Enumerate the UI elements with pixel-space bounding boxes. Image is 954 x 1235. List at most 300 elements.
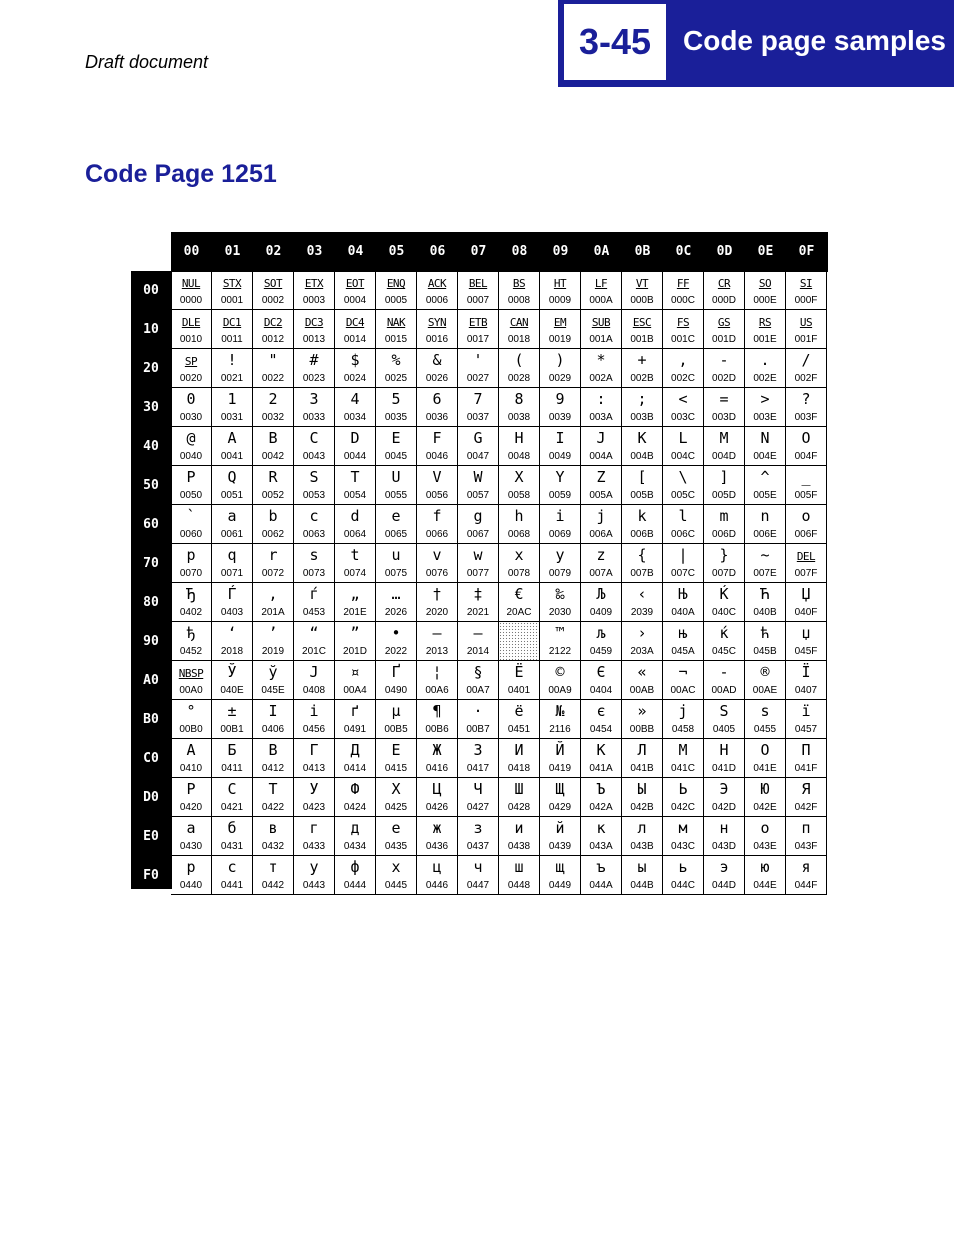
- char-glyph: $: [350, 351, 360, 369]
- char-cell: [171, 427, 212, 466]
- char-glyph: Н: [719, 741, 729, 759]
- code-point: 001A: [589, 334, 613, 345]
- char-cell: [581, 544, 622, 583]
- draft-label: Draft document: [85, 52, 209, 72]
- code-point: 00AE: [752, 685, 778, 696]
- code-point: 00BB: [629, 724, 655, 735]
- char-glyph: ш: [514, 858, 524, 876]
- char-cell: [622, 349, 663, 388]
- char-glyph: Џ: [801, 585, 811, 603]
- char-glyph: Ы: [637, 780, 647, 798]
- char-cell: [253, 544, 294, 583]
- char-cell: [376, 856, 417, 895]
- code-point: 0033: [302, 412, 326, 423]
- row-header: A0: [143, 673, 159, 688]
- code-point: 004A: [589, 451, 613, 462]
- column-header: 09: [552, 244, 569, 259]
- char-cell: [458, 505, 499, 544]
- code-point: 002D: [712, 373, 736, 384]
- char-glyph: Ѕ: [719, 702, 729, 720]
- char-glyph: H: [514, 429, 524, 447]
- char-cell: [745, 271, 786, 310]
- char-cell: [745, 349, 786, 388]
- char-glyph: Г: [309, 741, 319, 759]
- char-cell: [663, 739, 704, 778]
- char-glyph: ў: [268, 663, 278, 681]
- code-point: 005D: [712, 490, 736, 501]
- code-point: 0449: [548, 880, 572, 891]
- code-point: 0417: [466, 763, 490, 774]
- char-glyph: ESC: [632, 316, 652, 329]
- char-glyph: ю: [760, 858, 770, 876]
- char-cell: [704, 817, 745, 856]
- char-glyph: S: [309, 468, 319, 486]
- code-point: 0435: [384, 841, 408, 852]
- code-point: 0431: [220, 841, 244, 852]
- code-point: 0045: [384, 451, 408, 462]
- code-point: 0036: [425, 412, 449, 423]
- char-glyph: ~: [760, 546, 770, 564]
- char-glyph: y: [555, 546, 565, 564]
- char-glyph: М: [678, 741, 688, 759]
- code-point: 005E: [753, 490, 777, 501]
- char-glyph: q: [227, 546, 237, 564]
- code-point: 0408: [302, 685, 326, 696]
- char-cell: [499, 856, 540, 895]
- char-glyph: ‡: [473, 585, 483, 603]
- char-cell: [376, 622, 417, 661]
- char-glyph: B: [268, 429, 278, 447]
- code-point: 0437: [466, 841, 490, 852]
- char-cell: [376, 505, 417, 544]
- char-cell: [745, 739, 786, 778]
- char-cell: [335, 466, 376, 505]
- code-point: 0056: [425, 490, 449, 501]
- code-point: 0457: [794, 724, 818, 735]
- char-glyph: щ: [555, 858, 565, 876]
- char-cell: [786, 778, 827, 817]
- code-point: 003A: [589, 412, 613, 423]
- char-cell: [376, 544, 417, 583]
- code-point: 0402: [179, 607, 203, 618]
- code-point: 0025: [384, 373, 408, 384]
- code-point: 0453: [302, 607, 326, 618]
- char-cell: [376, 466, 417, 505]
- code-point: 041E: [753, 763, 777, 774]
- char-cell: [581, 505, 622, 544]
- char-cell: [294, 739, 335, 778]
- char-cell: [704, 700, 745, 739]
- char-glyph: Щ: [555, 780, 565, 798]
- char-glyph: US: [799, 316, 813, 329]
- char-glyph: w: [473, 546, 483, 564]
- char-glyph: …: [391, 585, 401, 603]
- char-cell: [622, 661, 663, 700]
- code-point: 0028: [507, 373, 531, 384]
- char-cell: [253, 466, 294, 505]
- char-glyph: К: [596, 741, 606, 759]
- char-cell: [663, 544, 704, 583]
- char-glyph: И: [514, 741, 524, 759]
- char-cell: [212, 427, 253, 466]
- code-point: 2019: [261, 646, 285, 657]
- char-glyph: [: [637, 468, 647, 486]
- code-point: 045A: [671, 646, 695, 657]
- char-cell: [622, 505, 663, 544]
- char-cell: [417, 778, 458, 817]
- char-cell: [212, 583, 253, 622]
- char-glyph: м: [678, 819, 688, 837]
- code-point: 0063: [302, 529, 326, 540]
- code-point: 041D: [712, 763, 736, 774]
- char-glyph: 9: [555, 390, 565, 408]
- char-cell: [376, 583, 417, 622]
- page-number: 3-45: [564, 4, 666, 80]
- code-point: 0006: [425, 295, 449, 306]
- char-cell: [417, 310, 458, 349]
- char-glyph: j: [596, 507, 606, 525]
- code-point: 0038: [507, 412, 531, 423]
- char-glyph: >: [760, 390, 770, 408]
- char-cell: [622, 466, 663, 505]
- char-glyph: Ґ: [391, 663, 401, 681]
- char-glyph: р: [186, 858, 196, 876]
- char-cell: [704, 271, 745, 310]
- code-point: 0432: [261, 841, 285, 852]
- code-point: 0050: [179, 490, 203, 501]
- row-header: C0: [143, 751, 159, 766]
- char-cell: [253, 388, 294, 427]
- char-glyph: ¶: [432, 702, 442, 720]
- code-point: 003C: [671, 412, 695, 423]
- code-point: 041C: [671, 763, 695, 774]
- char-glyph: /: [801, 351, 811, 369]
- code-point: 0078: [507, 568, 531, 579]
- char-cell: [786, 388, 827, 427]
- char-cell: [253, 349, 294, 388]
- chapter-title: Code page samples: [683, 25, 946, 56]
- char-glyph: у: [309, 858, 319, 876]
- code-point: 0030: [179, 412, 203, 423]
- code-point: 0055: [384, 490, 408, 501]
- char-glyph: FF: [676, 277, 690, 290]
- char-cell: [417, 739, 458, 778]
- code-point: 0414: [343, 763, 367, 774]
- code-point: 0423: [302, 802, 326, 813]
- column-header: 00: [183, 244, 200, 259]
- char-cell: [540, 310, 581, 349]
- code-point: 045B: [753, 646, 777, 657]
- char-glyph: О: [760, 741, 770, 759]
- char-cell: [335, 661, 376, 700]
- code-point: 00AC: [670, 685, 696, 696]
- code-point: 0413: [302, 763, 326, 774]
- column-header: 03: [306, 244, 323, 259]
- code-point: 0456: [302, 724, 326, 735]
- char-glyph: к: [596, 819, 606, 837]
- char-cell: [663, 700, 704, 739]
- code-point: 0019: [548, 334, 572, 345]
- char-glyph: ACK: [427, 277, 447, 290]
- char-cell: [253, 622, 294, 661]
- code-point: 005A: [589, 490, 613, 501]
- char-cell: [458, 739, 499, 778]
- char-glyph: EOT: [345, 277, 365, 290]
- column-header: 04: [347, 244, 364, 259]
- code-point: 0422: [261, 802, 285, 813]
- code-point: 0005: [384, 295, 408, 306]
- char-glyph: Ч: [473, 780, 483, 798]
- code-point: 0073: [302, 568, 326, 579]
- char-cell: [458, 271, 499, 310]
- char-cell: [581, 622, 622, 661]
- char-glyph: ': [473, 351, 483, 369]
- char-cell: [499, 505, 540, 544]
- code-point: 203A: [630, 646, 654, 657]
- code-point: 00A0: [179, 685, 203, 696]
- char-cell: [171, 622, 212, 661]
- row-header: 50: [143, 478, 159, 493]
- char-glyph: А: [186, 741, 196, 759]
- code-point: 0066: [425, 529, 449, 540]
- char-glyph: й: [555, 819, 565, 837]
- char-glyph: SP: [184, 355, 198, 368]
- code-point: 002A: [589, 373, 613, 384]
- char-cell: [622, 778, 663, 817]
- char-cell: [458, 778, 499, 817]
- char-cell: [376, 739, 417, 778]
- char-cell: [540, 778, 581, 817]
- char-cell: [253, 739, 294, 778]
- char-cell: [335, 349, 376, 388]
- char-cell: [786, 700, 827, 739]
- char-cell: [335, 739, 376, 778]
- code-point: 0490: [384, 685, 408, 696]
- code-point: 2021: [466, 607, 490, 618]
- code-point: 045E: [261, 685, 285, 696]
- char-cell: [581, 388, 622, 427]
- char-glyph: O: [801, 429, 811, 447]
- char-cell: [417, 622, 458, 661]
- code-point: 0491: [343, 724, 367, 735]
- char-glyph: Є: [596, 663, 606, 681]
- char-cell: [294, 310, 335, 349]
- char-cell: [745, 778, 786, 817]
- row-header: E0: [143, 829, 159, 844]
- char-glyph: L: [678, 429, 688, 447]
- char-cell: [745, 622, 786, 661]
- char-cell: [704, 583, 745, 622]
- char-cell: [458, 622, 499, 661]
- char-cell: [745, 427, 786, 466]
- char-glyph: ?: [801, 390, 811, 408]
- char-cell: [745, 856, 786, 895]
- char-glyph: ї: [801, 702, 811, 720]
- char-glyph: ¦: [432, 663, 442, 681]
- char-cell: [745, 544, 786, 583]
- char-glyph: а: [186, 819, 196, 837]
- code-point: 0037: [466, 412, 490, 423]
- column-header: 0D: [716, 244, 733, 259]
- char-glyph: х: [391, 858, 401, 876]
- char-glyph: Т: [268, 780, 278, 798]
- char-cell: [376, 427, 417, 466]
- char-glyph: ќ: [719, 624, 729, 642]
- char-cell: [540, 700, 581, 739]
- char-cell: [704, 739, 745, 778]
- char-cell: [212, 466, 253, 505]
- char-cell: [581, 817, 622, 856]
- char-glyph: €: [514, 585, 524, 603]
- row-header: F0: [143, 868, 159, 883]
- char-glyph: Ё: [514, 663, 524, 681]
- code-point: 006F: [794, 529, 818, 540]
- char-glyph: ^: [760, 468, 770, 486]
- code-point: 0018: [507, 334, 531, 345]
- char-cell: [417, 427, 458, 466]
- code-point: 0046: [425, 451, 449, 462]
- code-point: 201E: [343, 607, 367, 618]
- row-header: 40: [143, 439, 159, 454]
- char-cell: [253, 427, 294, 466]
- code-point: 00B7: [466, 724, 490, 735]
- char-glyph: GS: [717, 316, 731, 329]
- char-cell: [622, 388, 663, 427]
- char-glyph: M: [719, 429, 729, 447]
- code-point: 002F: [794, 373, 818, 384]
- char-glyph: J: [596, 429, 606, 447]
- char-glyph: !: [227, 351, 237, 369]
- char-glyph: ‘: [227, 624, 237, 642]
- code-point: 044D: [712, 880, 736, 891]
- code-point: 0058: [507, 490, 531, 501]
- char-cell: [294, 544, 335, 583]
- code-point: 2039: [630, 607, 654, 618]
- code-point: 043A: [589, 841, 613, 852]
- char-cell: [786, 349, 827, 388]
- char-glyph: •: [391, 624, 401, 642]
- char-glyph: c: [309, 507, 319, 525]
- code-point: 0077: [466, 568, 490, 579]
- char-cell: [417, 466, 458, 505]
- char-cell: [294, 700, 335, 739]
- char-glyph: @: [186, 429, 196, 447]
- row-header: 80: [143, 595, 159, 610]
- char-cell: [376, 388, 417, 427]
- char-glyph: d: [350, 507, 360, 525]
- char-cell: [294, 271, 335, 310]
- code-point: 0023: [302, 373, 326, 384]
- char-cell: [417, 583, 458, 622]
- char-glyph: VT: [635, 277, 649, 290]
- code-point: 000F: [794, 295, 818, 306]
- char-cell: [171, 310, 212, 349]
- table-corner: [131, 232, 171, 271]
- char-glyph: s: [309, 546, 319, 564]
- char-cell: [622, 310, 663, 349]
- code-point: 0068: [507, 529, 531, 540]
- char-glyph: ¬: [678, 663, 688, 681]
- char-cell: [786, 583, 827, 622]
- code-point: 006B: [630, 529, 654, 540]
- char-glyph: 5: [391, 390, 401, 408]
- char-glyph: u: [391, 546, 401, 564]
- code-point: 0061: [220, 529, 244, 540]
- char-glyph: Ї: [801, 663, 811, 681]
- code-point: 0012: [261, 334, 285, 345]
- char-cell: [212, 349, 253, 388]
- char-cell: [335, 310, 376, 349]
- char-glyph: I: [555, 429, 565, 447]
- char-glyph: m: [719, 507, 729, 525]
- char-glyph: П: [801, 741, 811, 759]
- char-glyph: ›: [637, 624, 647, 642]
- code-point: 002E: [753, 373, 777, 384]
- char-glyph: ѓ: [309, 585, 319, 603]
- code-point: 005C: [671, 490, 695, 501]
- char-cell: [253, 856, 294, 895]
- char-cell: [376, 661, 417, 700]
- char-glyph: Ф: [350, 780, 360, 798]
- char-glyph: Њ: [678, 585, 688, 603]
- char-glyph: Ъ: [596, 780, 606, 798]
- row-header: D0: [143, 790, 159, 805]
- char-glyph: ћ: [760, 624, 770, 642]
- code-page-table: [131, 232, 828, 889]
- char-glyph: ]: [719, 468, 729, 486]
- code-point: 0079: [548, 568, 572, 579]
- char-cell: [171, 388, 212, 427]
- char-cell: [294, 427, 335, 466]
- char-glyph: ": [268, 351, 278, 369]
- code-point: 040E: [220, 685, 244, 696]
- code-point: 0447: [466, 880, 490, 891]
- column-header: 08: [511, 244, 528, 259]
- char-glyph: #: [309, 351, 319, 369]
- code-point: 044A: [589, 880, 613, 891]
- char-cell: [622, 622, 663, 661]
- code-point: 0049: [548, 451, 572, 462]
- char-cell: [171, 466, 212, 505]
- char-cell: [786, 856, 827, 895]
- char-cell: [253, 583, 294, 622]
- char-glyph: 3: [309, 390, 319, 408]
- char-glyph: STX: [222, 277, 242, 290]
- char-cell: [417, 544, 458, 583]
- code-point: 001C: [671, 334, 695, 345]
- code-point: 042D: [712, 802, 736, 813]
- code-point: 0027: [466, 373, 490, 384]
- code-point: 0459: [589, 646, 613, 657]
- char-glyph: я: [801, 858, 811, 876]
- char-glyph: W: [473, 468, 483, 486]
- code-point: 0407: [794, 685, 818, 696]
- char-cell: [704, 856, 745, 895]
- char-glyph: z: [596, 546, 606, 564]
- code-point: 0401: [507, 685, 531, 696]
- char-glyph: k: [637, 507, 647, 525]
- char-glyph: SO: [758, 277, 772, 290]
- char-glyph: ETX: [304, 277, 324, 290]
- char-cell: [663, 349, 704, 388]
- code-point: 0411: [221, 763, 243, 774]
- char-cell: [499, 310, 540, 349]
- char-glyph: f: [432, 507, 442, 525]
- char-cell: [458, 856, 499, 895]
- code-point: 0405: [712, 724, 736, 735]
- char-glyph: X: [514, 468, 524, 486]
- char-glyph: Ш: [514, 780, 524, 798]
